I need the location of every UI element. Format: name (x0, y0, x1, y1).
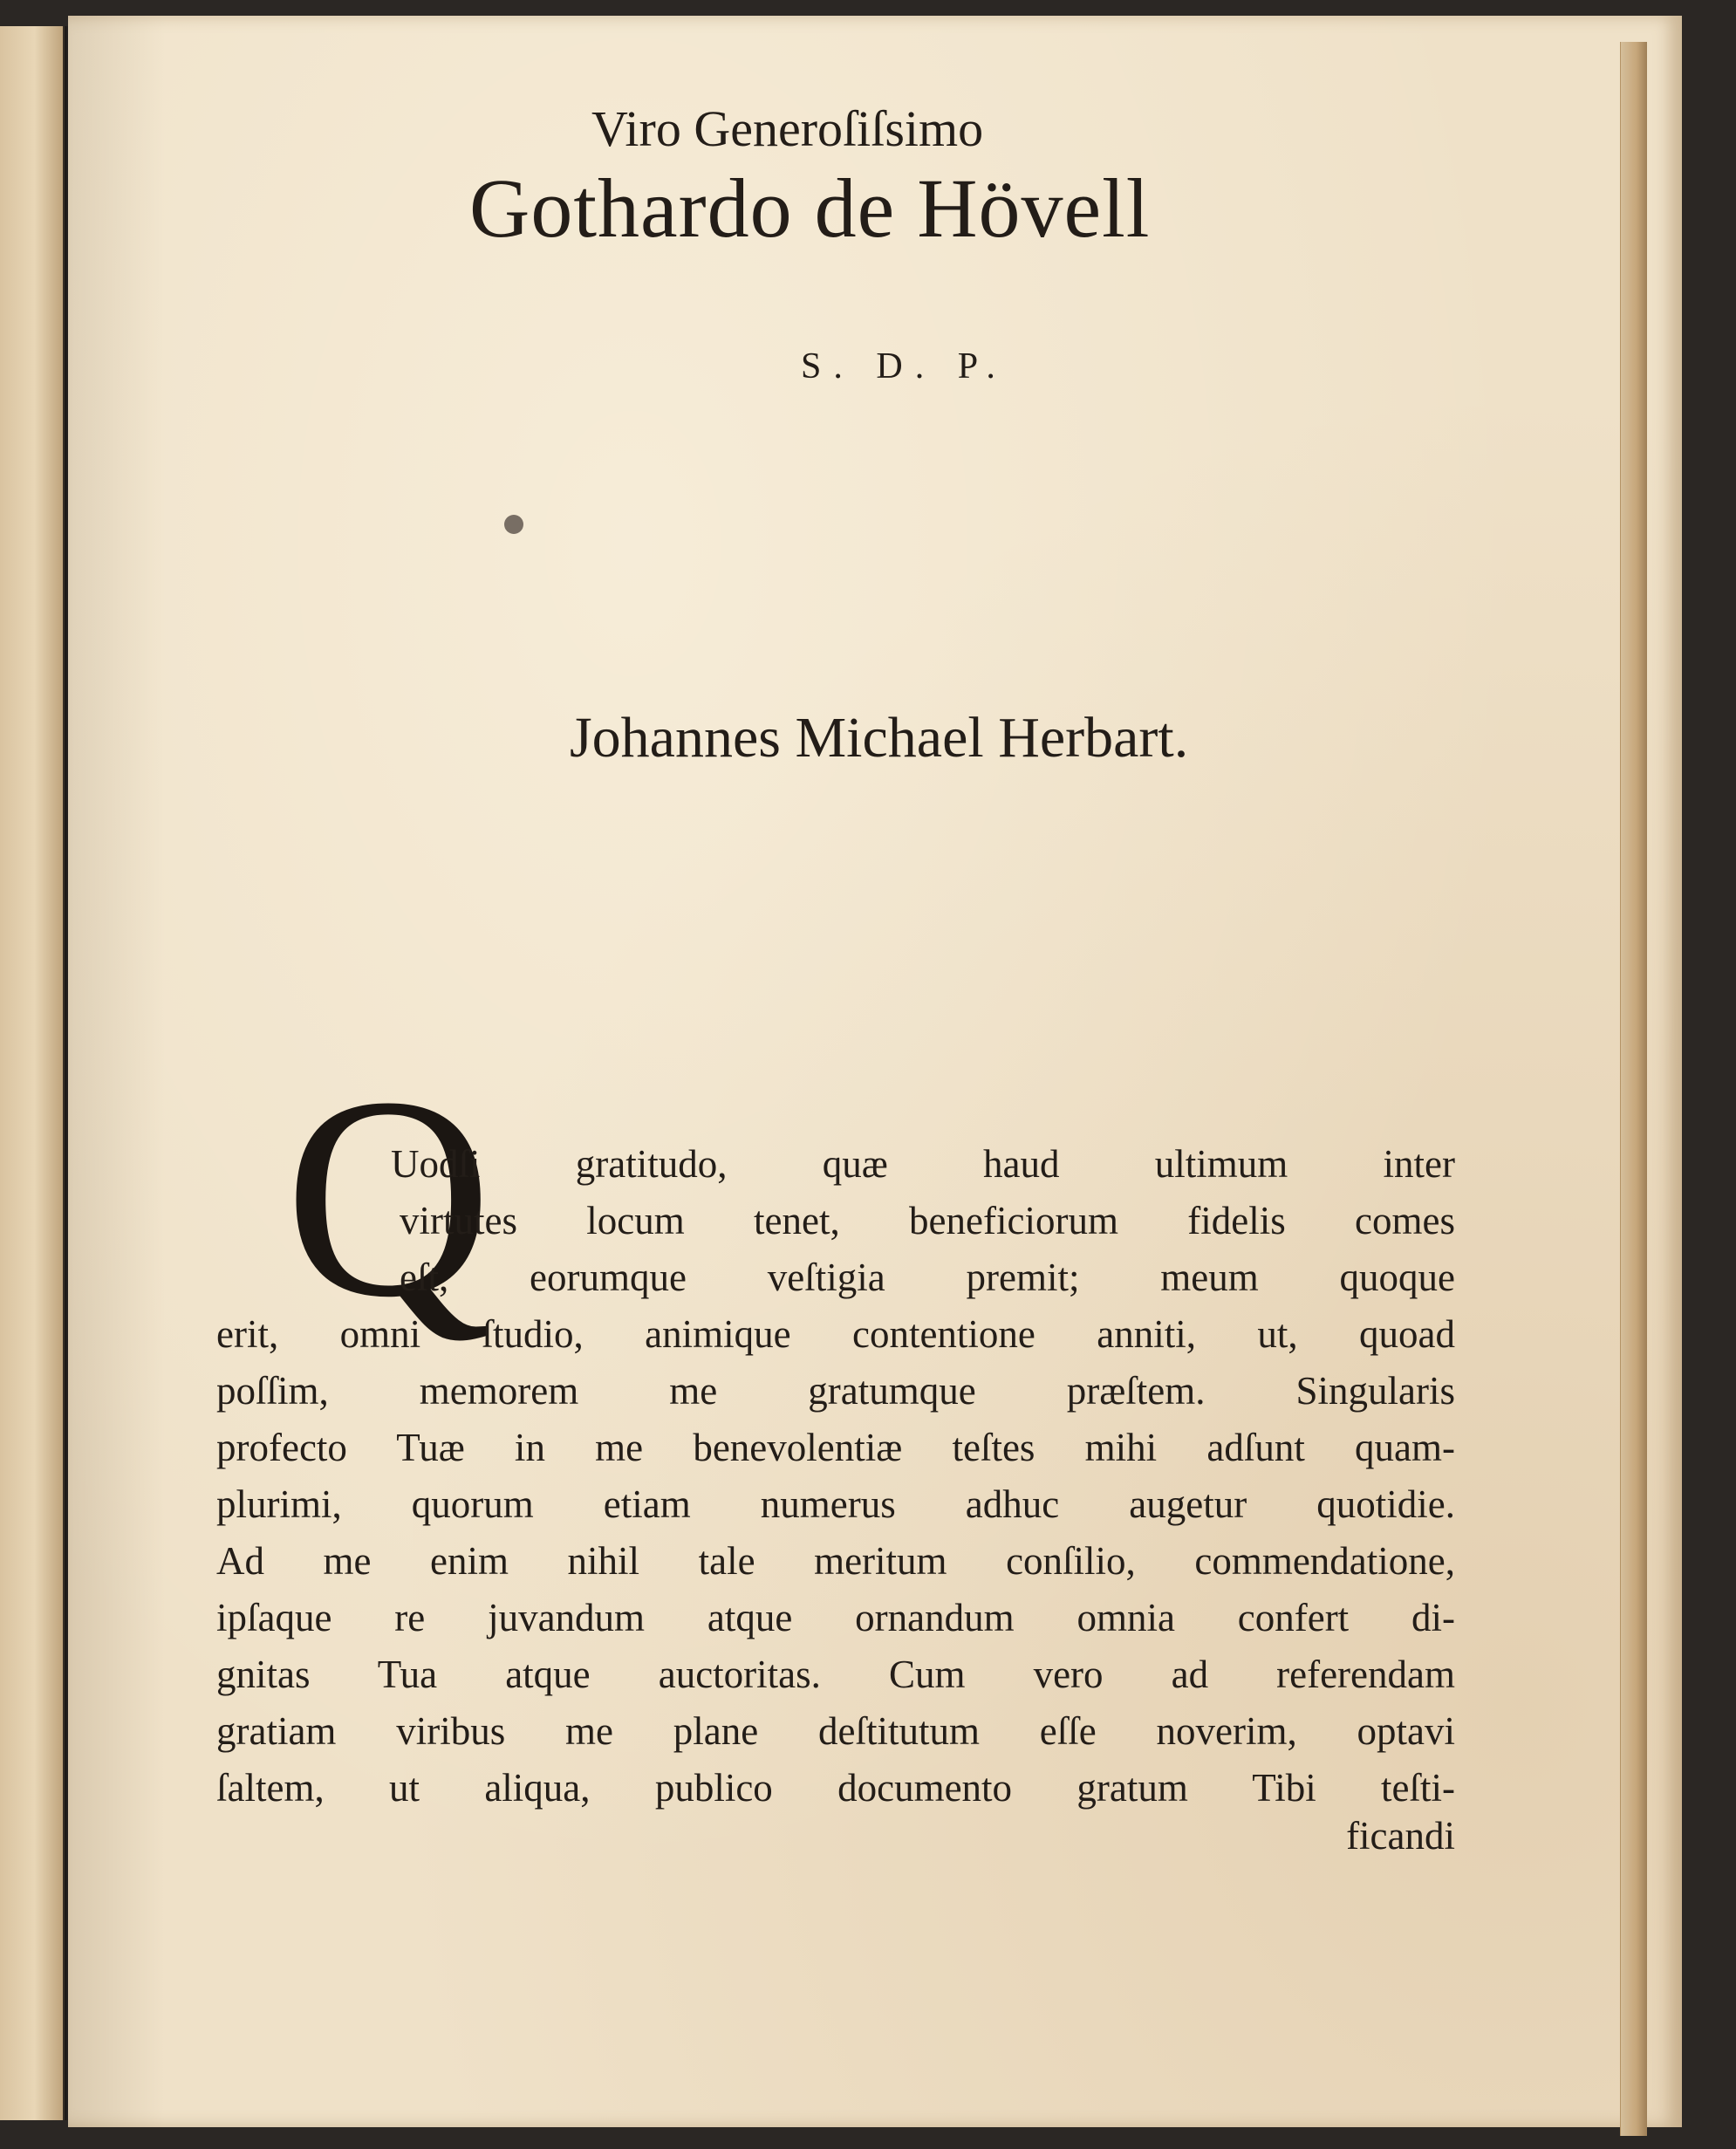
letter-line: poſſim, memorem me gratumque præſtem. Singularis (216, 1369, 1455, 1413)
page-edge (1620, 42, 1647, 2136)
letter-line: ipſaque re juvandum atque ornandum omnia confert di- (216, 1596, 1455, 1639)
letter-line: erit, omni ſtudio, animique contentione anniti, ut, quoad (216, 1312, 1455, 1356)
dedicatee-name: Gothardo de Hövell (469, 161, 1151, 255)
ink-dot (504, 515, 523, 534)
catchword: ficandi (1346, 1814, 1455, 1858)
letter-line: eſt, eorumque veſtigia premit; meum quoque (400, 1256, 1455, 1299)
letter-line: ſaltem, ut aliqua, publico documento gratum Tibi teſti- (216, 1766, 1455, 1810)
letter-line: profecto Tuæ in me benevolentiæ teſtes mihi adſunt quam- (216, 1426, 1455, 1469)
dedication-line: Viro Generoſiſsimo (591, 100, 984, 157)
drop-cap: Q (284, 1038, 493, 1357)
salutation: S. D. P. (801, 346, 1008, 387)
right-page (68, 16, 1682, 2127)
author-name: Johannes Michael Herbart. (570, 706, 1189, 770)
letter-line: plurimi, quorum etiam numerus adhuc augetur quotidie. (216, 1482, 1455, 1526)
letter-line: Ad me enim nihil tale meritum conſilio, commendatione, (216, 1539, 1455, 1583)
letter-line: virtutes locum tenet, beneficiorum fidelis comes (400, 1199, 1455, 1242)
letter-line: Uodſi gratitudo, quæ haud ultimum inter (391, 1142, 1455, 1186)
letter-line: gnitas Tua atque auctoritas. Cum vero ad referendam (216, 1653, 1455, 1696)
left-page-edge (0, 26, 65, 2120)
letter-line: gratiam viribus me plane deſtitutum eſſe noverim, optavi (216, 1709, 1455, 1753)
